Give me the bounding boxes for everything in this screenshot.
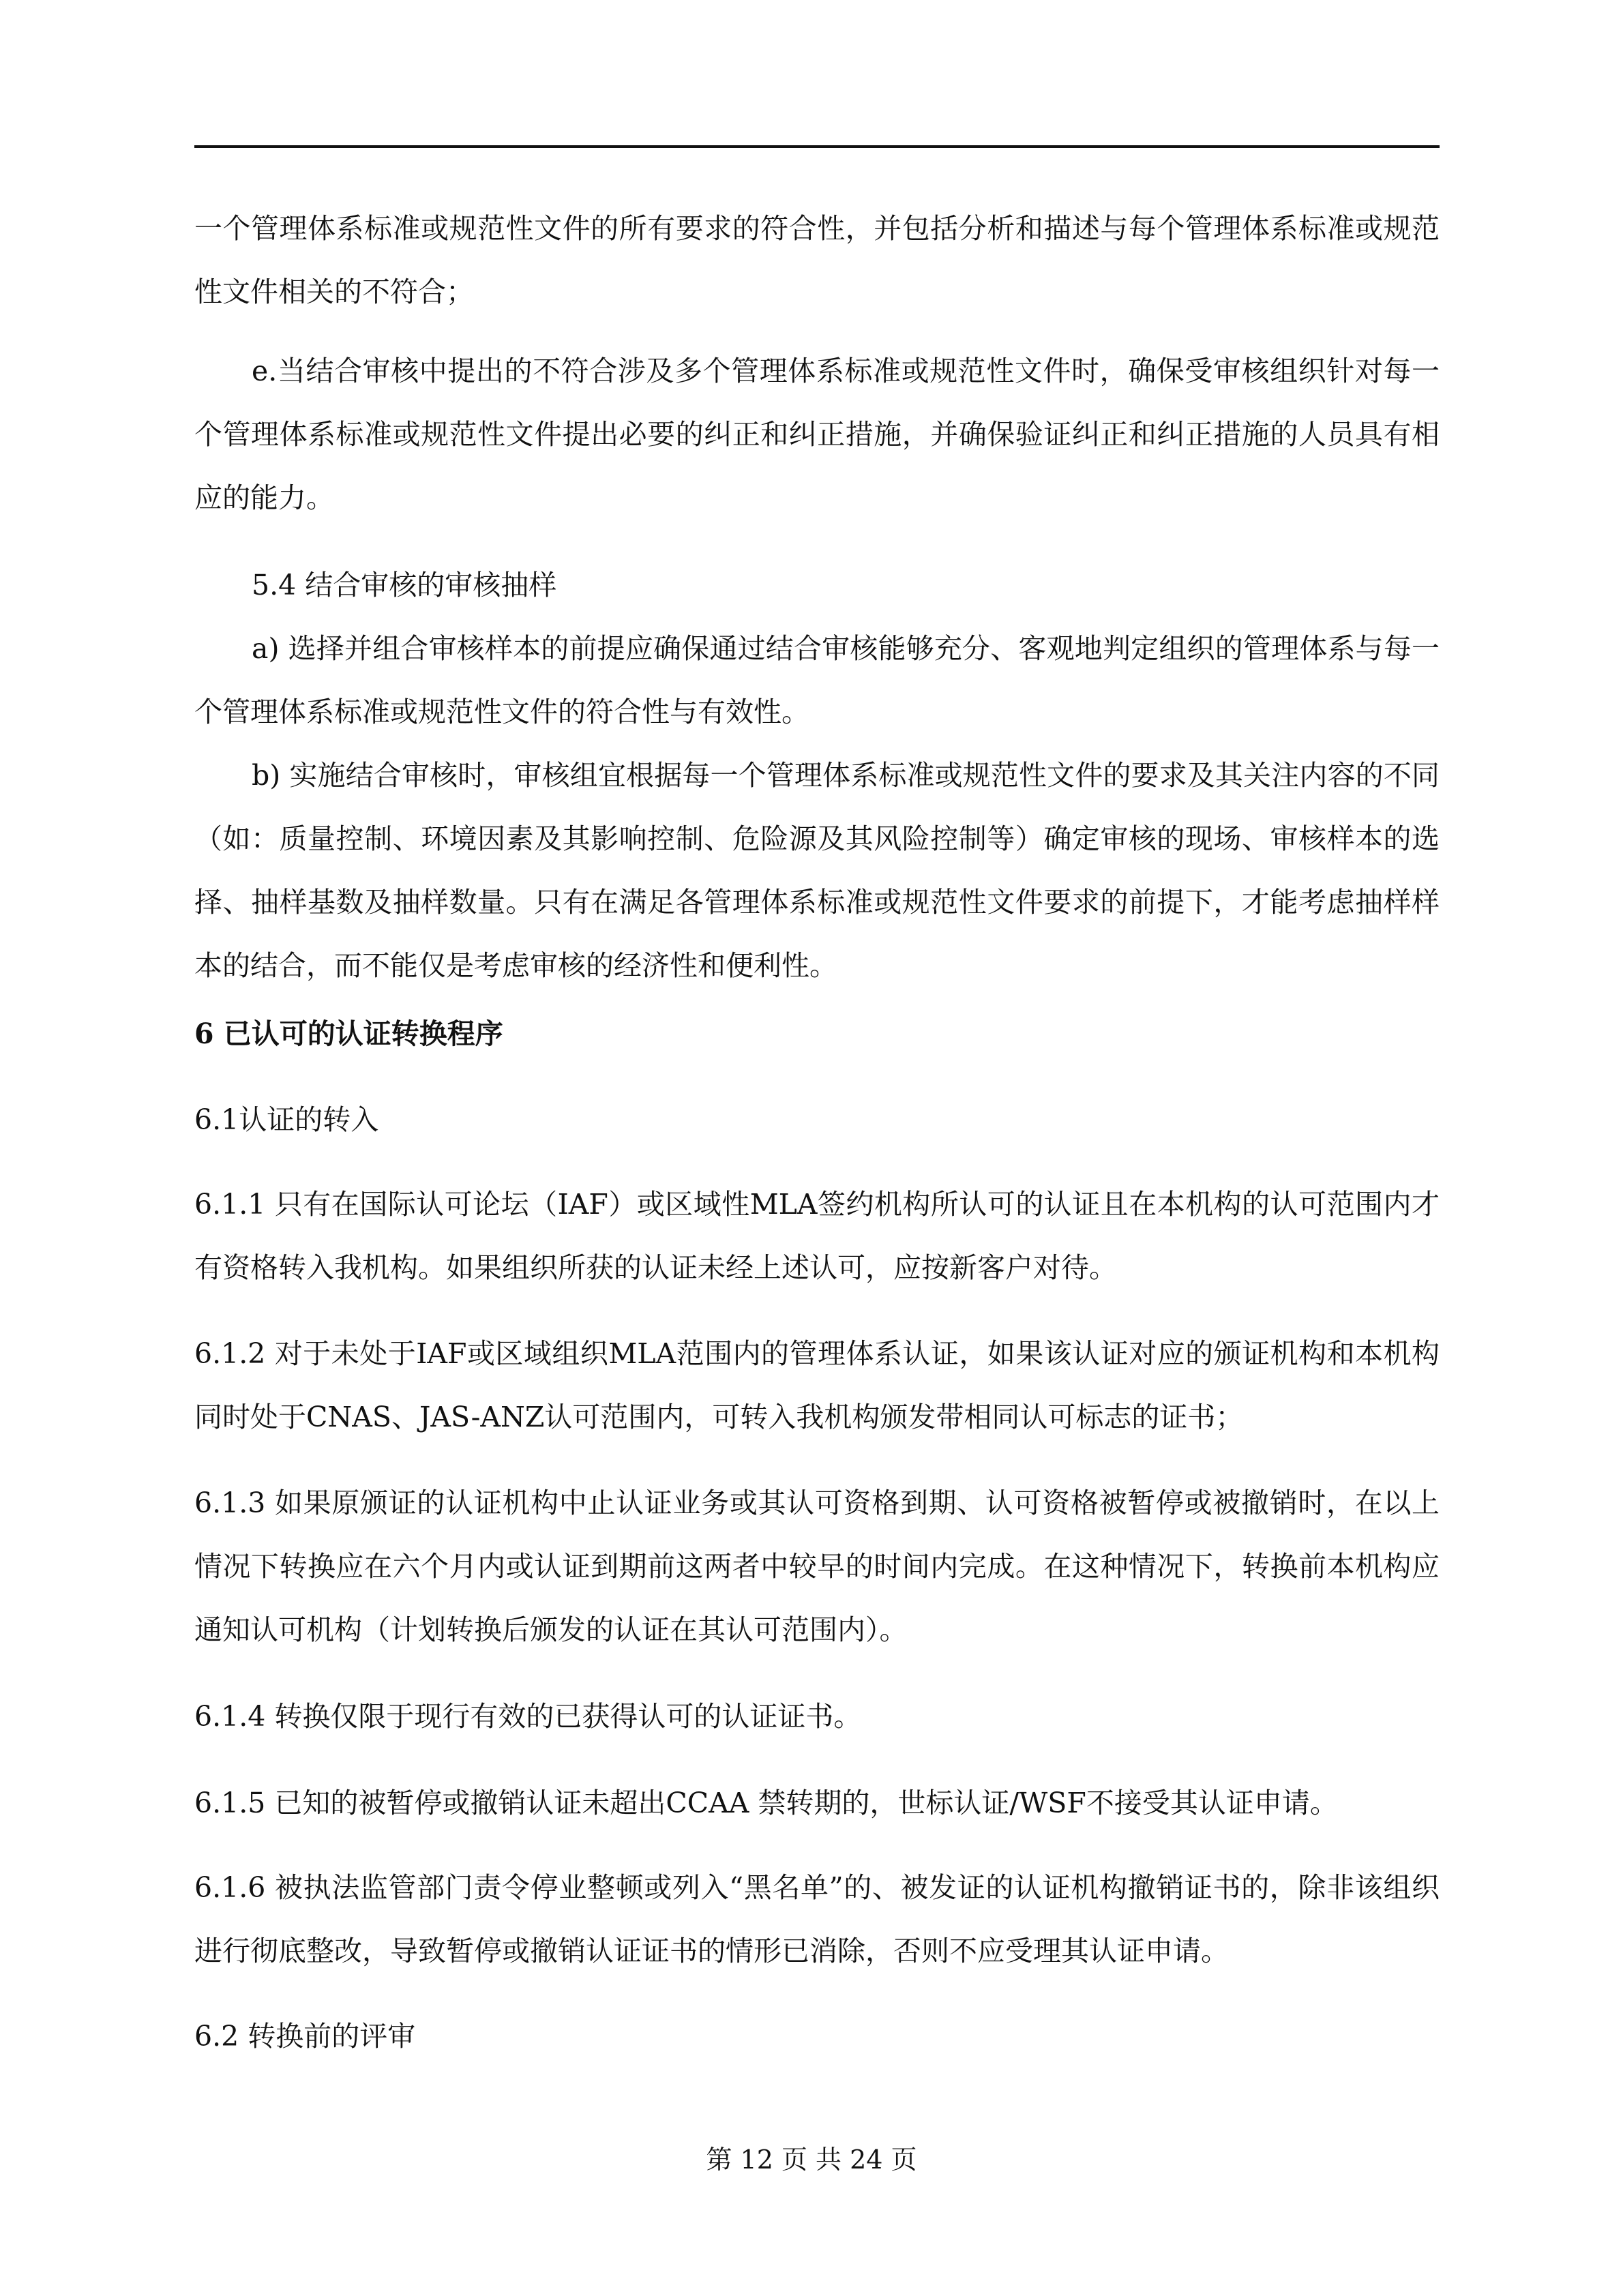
paragraph-continuation: 一个管理体系标准或规范性文件的所有要求的符合性，并包括分析和描述与每个管理体系标准或规范性文件相关的不符合； bbox=[194, 212, 1440, 308]
section-heading-6-2: 6.2 转换前的评审 bbox=[194, 2020, 416, 2053]
paragraph-item-a: a) 选择并组合审核样本的前提应确保通过结合审核能够充分、客观地判定组织的管理体系与每一个管理体系标准或规范性文件的符合性与有效性。 bbox=[194, 632, 1440, 728]
paragraph-6-1-2: 6.1.2 对于未处于IAF或区域组织MLA范围内的管理体系认证，如果该认证对应的颁证机构和本机构同时处于CNAS、JAS-ANZ认可范围内，可转入我机构颁发带相同认可标志的证书； bbox=[194, 1337, 1440, 1433]
paragraph-6-1-3: 6.1.3 如果原颁证的认证机构中止认证业务或其认可资格到期、认可资格被暂停或被撤销时，在以上情况下转换应在六个月内或认证到期前这两者中较早的时间内完成。在这种情况下，转换前本机构应通知认可机构（计划转换后颁发的认证在其认可范围内）。 bbox=[194, 1487, 1440, 1646]
section-heading-5-4: 5.4 结合审核的审核抽样 bbox=[252, 569, 557, 601]
paragraph-6-1-1: 6.1.1 只有在国际认可论坛（IAF）或区域性MLA签约机构所认可的认证且在本机构的认可范围内才有资格转入我机构。如果组织所获的认证未经上述认可，应按新客户对待。 bbox=[194, 1188, 1440, 1284]
paragraph-6-1-4: 6.1.4 转换仅限于现行有效的已获得认可的认证证书。 bbox=[194, 1700, 862, 1733]
paragraph-6-1-6: 6.1.6 被执法监管部门责令停业整顿或列入“黑名单”的、被发证的认证机构撤销证书的，除非该组织进行彻底整改，导致暂停或撤销认证证书的情形已消除，否则不应受理其认证申请。 bbox=[194, 1871, 1440, 1967]
page-number: 第 12 页 共 24 页 bbox=[706, 2145, 917, 2175]
section-heading-6: 6 已认可的认证转换程序 bbox=[194, 1017, 503, 1050]
header-rule bbox=[194, 145, 1440, 148]
paragraph-item-e: e.当结合审核中提出的不符合涉及多个管理体系标准或规范性文件时，确保受审核组织针对每一个管理体系标准或规范性文件提出必要的纠正和纠正措施，并确保验证纠正和纠正措施的人员具有相应的能力。 bbox=[194, 355, 1440, 514]
section-heading-6-1: 6.1认证的转入 bbox=[194, 1103, 379, 1136]
paragraph-6-1-5: 6.1.5 已知的被暂停或撤销认证未超出CCAA 禁转期的，世标认证/WSF不接受其认证申请。 bbox=[194, 1787, 1338, 1819]
paragraph-item-b: b) 实施结合审核时，审核组宜根据每一个管理体系标准或规范性文件的要求及其关注内容的不同（如：质量控制、环境因素及其影响控制、危险源及其风险控制等）确定审核的现场、审核样本的选择、抽样基数及抽样数量。只有在满足各管理体系标准或规范性文件要求的前提下，才能考虑抽样样本的结合，而不能仅是考虑审核的经济性和便利性。 bbox=[194, 759, 1440, 982]
